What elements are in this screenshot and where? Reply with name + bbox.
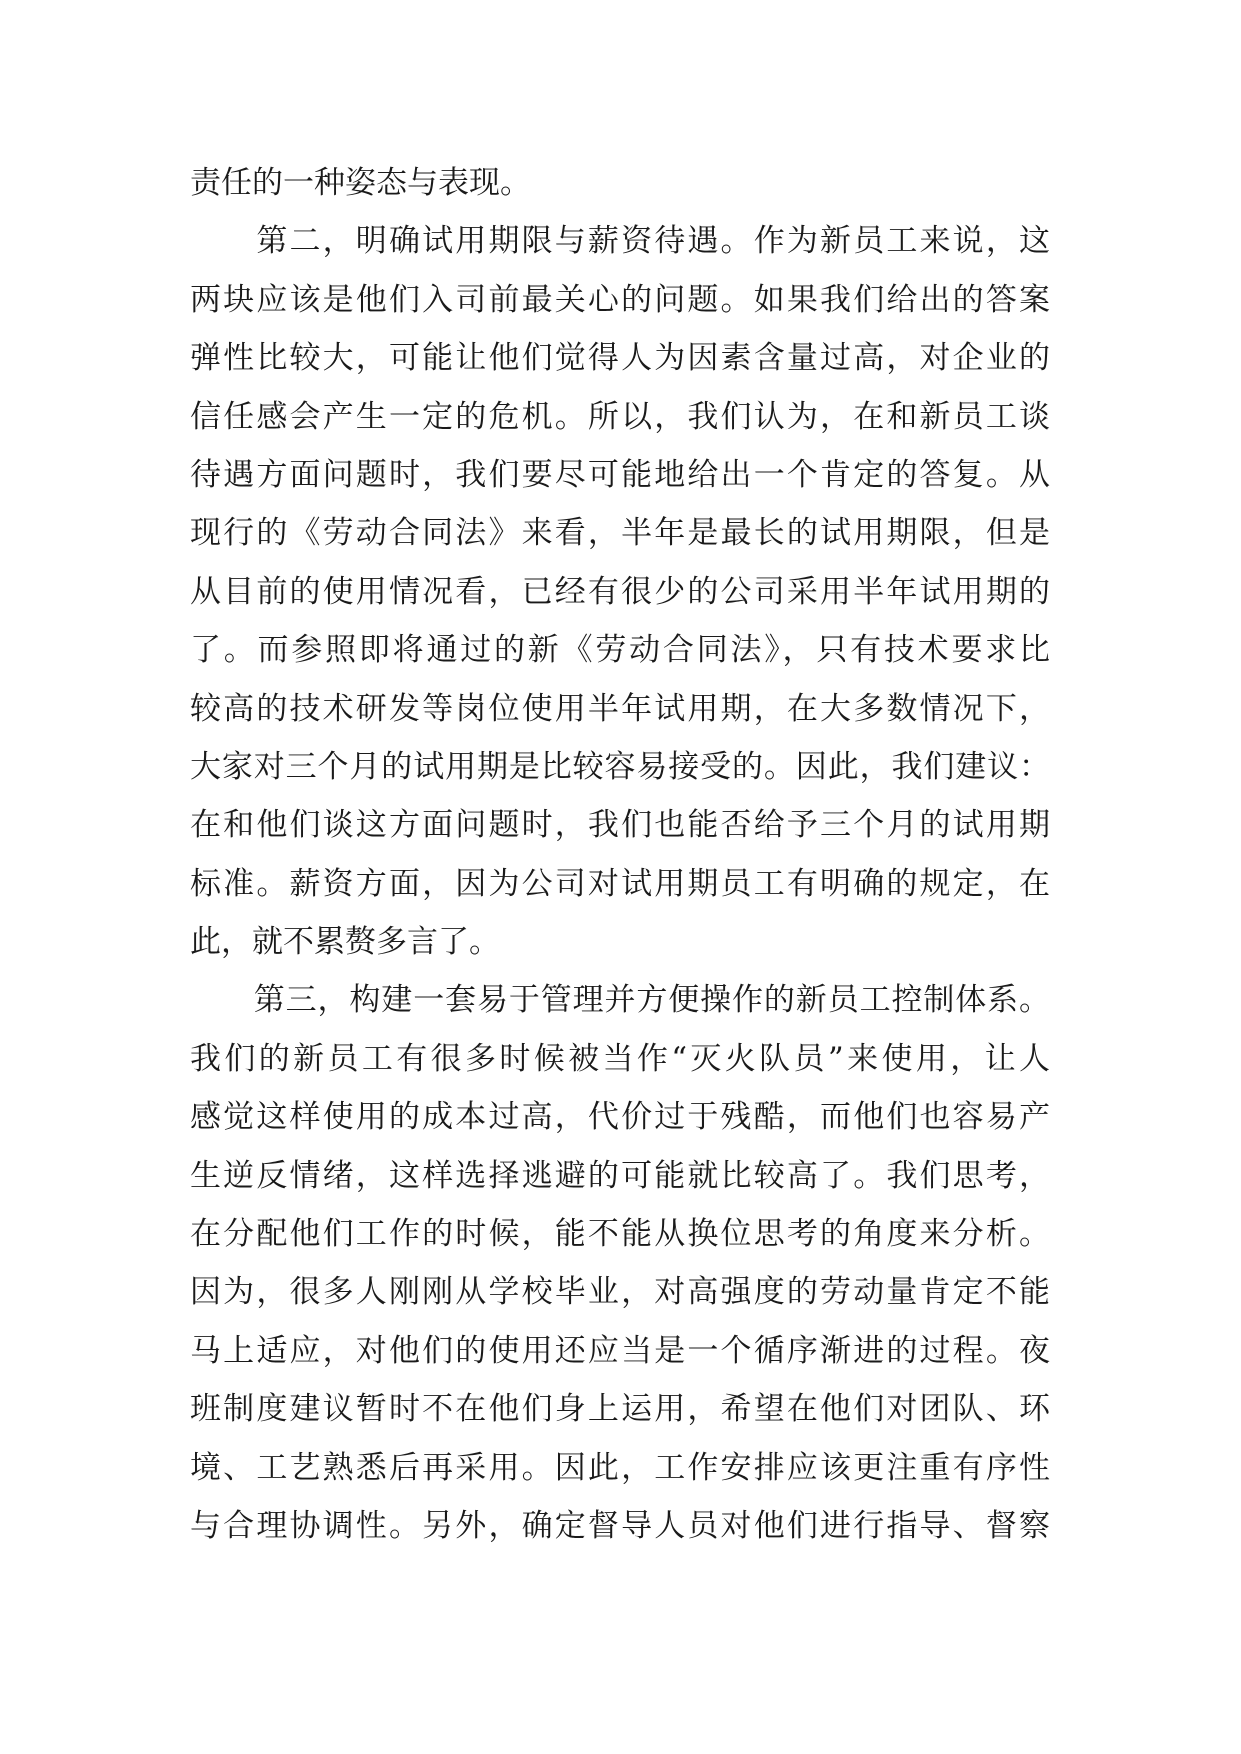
text-line: 两块应该是他们入司前最关心的问题。如果我们给出的答案 bbox=[190, 281, 1050, 318]
text-line: 第二，明确试用期限与薪资待遇。作为新员工来说，这 bbox=[190, 223, 1050, 260]
text-line: 了。而参照即将通过的新《劳动合同法》，只有技术要求比 bbox=[190, 632, 1050, 669]
text-line: 因为，很多人刚刚从学校毕业，对高强度的劳动量肯定不能 bbox=[190, 1274, 1050, 1311]
text-line: 班制度建议暂时不在他们身上运用，希望在他们对团队、环 bbox=[190, 1391, 1050, 1428]
text-line: 从目前的使用情况看，已经有很少的公司采用半年试用期的 bbox=[190, 573, 1050, 610]
text-line: 在分配他们工作的时候，能不能从换位思考的角度来分析。 bbox=[190, 1216, 1050, 1253]
text-line: 马上适应，对他们的使用还应当是一个循序渐进的过程。夜 bbox=[190, 1332, 1050, 1369]
text-line: 现行的《劳动合同法》来看，半年是最长的试用期限，但是 bbox=[190, 515, 1050, 552]
body-text bbox=[190, 154, 1050, 1555]
text-line: 在和他们谈这方面问题时，我们也能否给予三个月的试用期 bbox=[190, 807, 1050, 844]
text-line: 生逆反情绪，这样选择逃避的可能就比较高了。我们思考， bbox=[190, 1157, 1050, 1194]
text-line: 弹性比较大，可能让他们觉得人为因素含量过高，对企业的 bbox=[190, 340, 1050, 377]
text-line: 第三，构建一套易于管理并方便操作的新员工控制体系。 bbox=[190, 982, 1050, 1019]
text-line: 责任的一种姿态与表现。 bbox=[190, 165, 531, 201]
text-line: 与合理协调性。另外，确定督导人员对他们进行指导、督察 bbox=[190, 1507, 1050, 1544]
text-line: 信任感会产生一定的危机。所以，我们认为，在和新员工谈 bbox=[190, 398, 1050, 435]
text-line: 较高的技术研发等岗位使用半年试用期，在大多数情况下， bbox=[190, 690, 1050, 727]
text-line: 我们的新员工有很多时候被当作“灭火队员”来使用，让人 bbox=[190, 1040, 1050, 1077]
text-line: 大家对三个月的试用期是比较容易接受的。因此，我们建议： bbox=[190, 748, 1050, 785]
text-line: 此，就不累赘多言了。 bbox=[190, 924, 500, 961]
text-line: 待遇方面问题时，我们要尽可能地给出一个肯定的答复。从 bbox=[190, 456, 1050, 493]
text-line: 境、工艺熟悉后再采用。因此，工作安排应该更注重有序性 bbox=[190, 1449, 1050, 1486]
text-line: 标准。薪资方面，因为公司对试用期员工有明确的规定，在 bbox=[190, 865, 1050, 902]
text-line: 感觉这样使用的成本过高，代价过于残酷，而他们也容易产 bbox=[190, 1099, 1050, 1136]
